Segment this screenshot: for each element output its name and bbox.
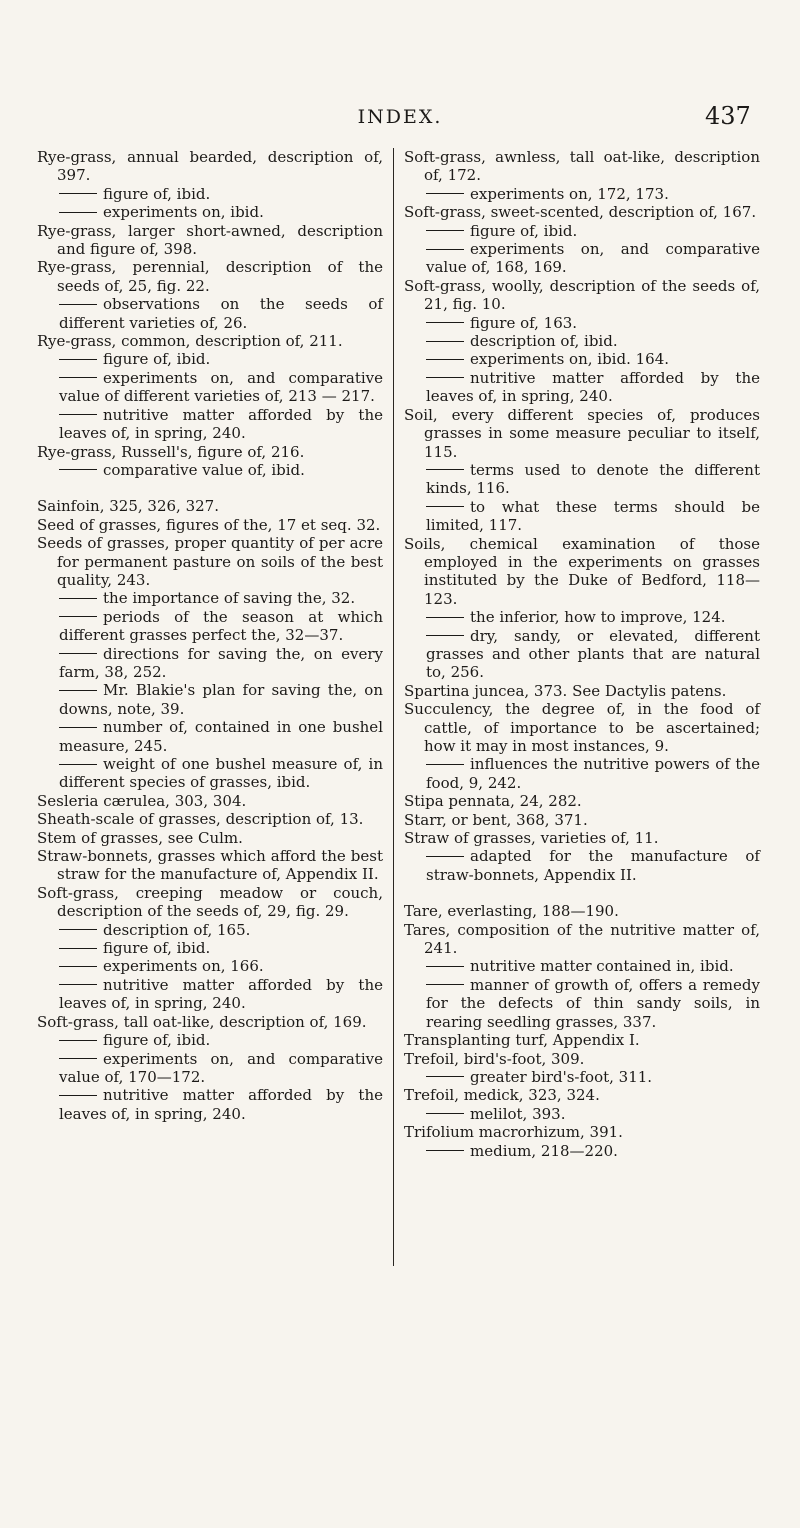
ditto-dash	[59, 212, 97, 213]
index-subentry	[404, 240, 760, 277]
index-subentry	[37, 939, 383, 957]
entry-text: figure of, 163.	[470, 313, 578, 332]
entry-text: Soft-grass, creeping meadow or couch, description of the seeds of, 29, fig. 29.	[37, 883, 383, 921]
ditto-dash	[426, 1150, 464, 1151]
index-entry	[404, 406, 760, 461]
index-entry	[404, 1086, 760, 1104]
index-subentry	[37, 369, 383, 406]
index-subentry	[37, 350, 383, 368]
index-subentry	[404, 498, 760, 535]
index-entry	[37, 258, 383, 295]
entry-text: Straw of grasses, varieties of, 11.	[404, 829, 659, 848]
entry-text: nutritive matter contained in, ibid.	[470, 957, 734, 976]
index-entry	[404, 902, 760, 920]
entry-text: figure of, ibid.	[103, 350, 211, 369]
entry-text: Soft-grass, sweet-scented, description of, 167.	[404, 203, 757, 222]
ditto-dash	[426, 635, 464, 636]
index-subentry	[404, 314, 760, 332]
index-subentry	[37, 608, 383, 645]
index-subentry	[404, 1068, 760, 1086]
index-column-right	[404, 148, 760, 1160]
entry-text: the importance of saving the, 32.	[103, 589, 356, 608]
index-subentry	[37, 718, 383, 755]
entry-text: Soft-grass, awnless, tall oat-like, description of, 172.	[404, 148, 760, 185]
ditto-dash	[59, 690, 97, 691]
ditto-dash	[426, 984, 464, 985]
entry-text: Soft-grass, woolly, description of the seeds of, 21, fig. 10.	[404, 276, 760, 314]
entry-text: Trifolium macrorhizum, 391.	[404, 1123, 623, 1142]
section-gap	[37, 479, 383, 497]
entry-text: directions for saving the, on every farm, 38, 252.	[59, 644, 383, 681]
entry-text: experiments on, 166.	[103, 957, 264, 976]
index-subentry	[37, 185, 383, 203]
index-subentry	[37, 203, 383, 221]
index-entry	[404, 682, 760, 700]
entry-text: comparative value of, ibid.	[103, 460, 305, 479]
ditto-dash	[59, 598, 97, 599]
index-subentry	[404, 332, 760, 350]
entry-text: figure of, ibid.	[470, 221, 578, 240]
entry-text: Soil, every different species of, produces grasses in some measure peculiar to itself, 115.	[404, 405, 760, 461]
index-entry	[37, 222, 383, 259]
index-subentry	[404, 847, 760, 884]
entry-text: description of, ibid.	[470, 332, 618, 351]
index-column-left	[37, 148, 383, 1123]
entry-text: observations on the seeds of different varieties of, 26.	[59, 295, 383, 332]
entry-text: Starr, or bent, 368, 371.	[404, 810, 588, 829]
ditto-dash	[426, 249, 464, 250]
index-subentry	[37, 976, 383, 1013]
ditto-dash	[426, 1113, 464, 1114]
ditto-dash	[59, 359, 97, 360]
index-subentry	[404, 755, 760, 792]
entry-text: nutritive matter afforded by the leaves of, in spring, 240.	[426, 368, 760, 406]
ditto-dash	[59, 727, 97, 728]
entry-text: Rye-grass, larger short-awned, description and figure of, 398.	[37, 221, 383, 259]
index-entry	[37, 148, 383, 185]
entry-text: Stem of grasses, see Culm.	[37, 828, 243, 847]
index-entry	[37, 829, 383, 847]
entry-text: nutritive matter afforded by the leaves of, in spring, 240.	[59, 405, 383, 443]
index-subentry	[404, 185, 760, 203]
page-number: 437	[705, 102, 751, 130]
entry-text: description of, 165.	[103, 920, 251, 939]
ditto-dash	[426, 322, 464, 323]
index-subentry	[37, 921, 383, 939]
entry-text: Tares, composition of the nutritive matter of, 241.	[404, 920, 760, 958]
index-subentry	[37, 1031, 383, 1049]
index-entry	[37, 516, 383, 534]
index-entry	[37, 332, 383, 350]
entry-text: adapted for the manufacture of straw-bonnets, Appendix II.	[426, 847, 760, 884]
index-subentry	[37, 295, 383, 332]
ditto-dash	[426, 617, 464, 618]
section-gap	[404, 884, 760, 902]
ditto-dash	[59, 304, 97, 305]
index-subentry	[404, 1142, 760, 1160]
index-entry	[404, 203, 760, 221]
ditto-dash	[59, 193, 97, 194]
entry-text: experiments on, and comparative value of, 168, 169.	[426, 240, 760, 277]
entry-text: Rye-grass, Russell's, figure of, 216.	[37, 442, 305, 461]
index-subentry	[404, 976, 760, 1031]
entry-text: Transplanting turf, Appendix I.	[404, 1031, 640, 1050]
ditto-dash	[59, 764, 97, 765]
index-entry	[37, 810, 383, 828]
index-subentry	[37, 406, 383, 443]
index-entry	[404, 1031, 760, 1049]
index-entry	[404, 148, 760, 185]
index-entry	[37, 497, 383, 515]
entry-text: experiments on, ibid. 164.	[470, 350, 669, 369]
index-subentry	[404, 350, 760, 368]
ditto-dash	[426, 359, 464, 360]
entry-text: Seed of grasses, figures of the, 17 et seq. 32.	[37, 515, 381, 534]
entry-text: Seeds of grasses, proper quantity of per acre for permanent pasture on soils of the best quality, 243.	[37, 534, 383, 589]
entry-text: Sheath-scale of grasses, description of, 13.	[37, 810, 364, 829]
entry-text: Sainfoin, 325, 326, 327.	[37, 497, 219, 516]
index-entry	[37, 443, 383, 461]
ditto-dash	[59, 616, 97, 617]
entry-text: Succulency, the degree of, in the food of cattle, of importance to be ascertained; how it may in most instances, 9.	[404, 700, 760, 755]
ditto-dash	[59, 469, 97, 470]
index-subentry	[404, 957, 760, 975]
index-entry	[404, 277, 760, 314]
running-title: INDEX.	[357, 106, 443, 128]
index-entry	[404, 811, 760, 829]
entry-text: nutritive matter afforded by the leaves of, in spring, 240.	[59, 1086, 383, 1123]
ditto-dash	[426, 230, 464, 231]
ditto-dash	[59, 414, 97, 415]
entry-text: influences the nutritive powers of the food, 9, 242.	[426, 755, 760, 792]
index-subentry	[404, 608, 760, 626]
ditto-dash	[59, 966, 97, 967]
entry-text: periods of the season at which different grasses perfect the, 32—37.	[59, 607, 383, 645]
column-divider	[393, 148, 394, 1266]
entry-text: Trefoil, medick, 323, 324.	[404, 1086, 600, 1105]
index-subentry	[37, 645, 383, 682]
entry-text: Soft-grass, tall oat-like, description of, 169.	[37, 1012, 367, 1031]
ditto-dash	[426, 469, 464, 470]
index-subentry	[404, 222, 760, 240]
index-subentry	[404, 461, 760, 498]
entry-text: Soils, chemical examination of those employed in the experiments on grasses instituted by the Duke of Bedford, 118—123.	[404, 534, 760, 608]
ditto-dash	[426, 966, 464, 967]
ditto-dash	[59, 984, 97, 985]
index-entry	[404, 535, 760, 609]
entry-text: experiments on, ibid.	[103, 203, 264, 222]
entry-text: figure of, ibid.	[103, 1031, 211, 1050]
ditto-dash	[426, 506, 464, 507]
ditto-dash	[59, 1040, 97, 1041]
ditto-dash	[59, 377, 97, 378]
index-entry	[404, 1050, 760, 1068]
index-subentry	[404, 1105, 760, 1123]
ditto-dash	[426, 856, 464, 857]
ditto-dash	[426, 1076, 464, 1077]
index-entry	[404, 700, 760, 755]
index-entry	[37, 847, 383, 884]
ditto-dash	[59, 948, 97, 949]
ditto-dash	[426, 193, 464, 194]
entry-text: experiments on, 172, 173.	[470, 184, 669, 203]
page-header	[0, 102, 800, 134]
index-entry	[404, 829, 760, 847]
entry-text: melilot, 393.	[470, 1104, 566, 1123]
index-subentry	[37, 681, 383, 718]
index-subentry	[37, 957, 383, 975]
entry-text: manner of growth of, offers a remedy for the defects of thin sandy soils, in rearing seedling grasses, 337.	[426, 975, 760, 1031]
index-subentry	[37, 461, 383, 479]
entry-text: terms used to denote the different kinds, 116.	[426, 460, 760, 498]
entry-text: Stipa pennata, 24, 282.	[404, 792, 582, 811]
entry-text: Trefoil, bird's-foot, 309.	[404, 1049, 585, 1068]
index-subentry	[37, 755, 383, 792]
index-entry	[37, 534, 383, 589]
ditto-dash	[59, 1095, 97, 1096]
ditto-dash	[59, 929, 97, 930]
entry-text: the inferior, how to improve, 124.	[470, 608, 726, 627]
ditto-dash	[59, 1058, 97, 1059]
entry-text: medium, 218—220.	[470, 1141, 618, 1160]
entry-text: Mr. Blakie's plan for saving the, on downs, note, 39.	[59, 681, 383, 718]
index-subentry	[37, 1086, 383, 1123]
ditto-dash	[426, 377, 464, 378]
index-entry	[404, 1123, 760, 1141]
index-subentry	[404, 627, 760, 682]
index-entry	[404, 792, 760, 810]
index-subentry	[37, 589, 383, 607]
entry-text: Sesleria cærulea, 303, 304.	[37, 791, 247, 810]
entry-text: experiments on, and comparative value of, 170—172.	[59, 1049, 383, 1086]
index-subentry	[404, 369, 760, 406]
index-subentry	[37, 1050, 383, 1087]
ditto-dash	[59, 653, 97, 654]
index-entry	[37, 1013, 383, 1031]
entry-text: figure of, ibid.	[103, 939, 211, 958]
entry-text: Rye-grass, common, description of, 211.	[37, 332, 343, 351]
entry-text: figure of, ibid.	[103, 184, 211, 203]
entry-text: to what these terms should be limited, 117.	[426, 497, 760, 535]
entry-text: number of, contained in one bushel measure, 245.	[59, 718, 383, 755]
entry-text: greater bird's-foot, 311.	[470, 1067, 653, 1086]
entry-text: Rye-grass, annual bearded, description of, 397.	[37, 148, 383, 185]
entry-text: nutritive matter afforded by the leaves of, in spring, 240.	[59, 975, 383, 1013]
ditto-dash	[426, 341, 464, 342]
entry-text: Straw-bonnets, grasses which afford the best straw for the manufacture of, Appendix II.	[37, 847, 383, 884]
index-entry	[37, 884, 383, 921]
entry-text: Spartina juncea, 373. See Dactylis patens.	[404, 681, 727, 700]
entry-text: experiments on, and comparative value of different varieties of, 213 — 217.	[59, 368, 383, 406]
entry-text: Tare, everlasting, 188—190.	[404, 902, 619, 921]
index-entry	[37, 792, 383, 810]
entry-text: dry, sandy, or elevated, different grasses and other plants that are natural to, 256.	[426, 626, 760, 682]
entry-text: weight of one bushel measure of, in different species of grasses, ibid.	[59, 755, 383, 792]
index-entry	[404, 921, 760, 958]
entry-text: Rye-grass, perennial, description of the seeds of, 25, fig. 22.	[37, 258, 383, 295]
ditto-dash	[426, 764, 464, 765]
